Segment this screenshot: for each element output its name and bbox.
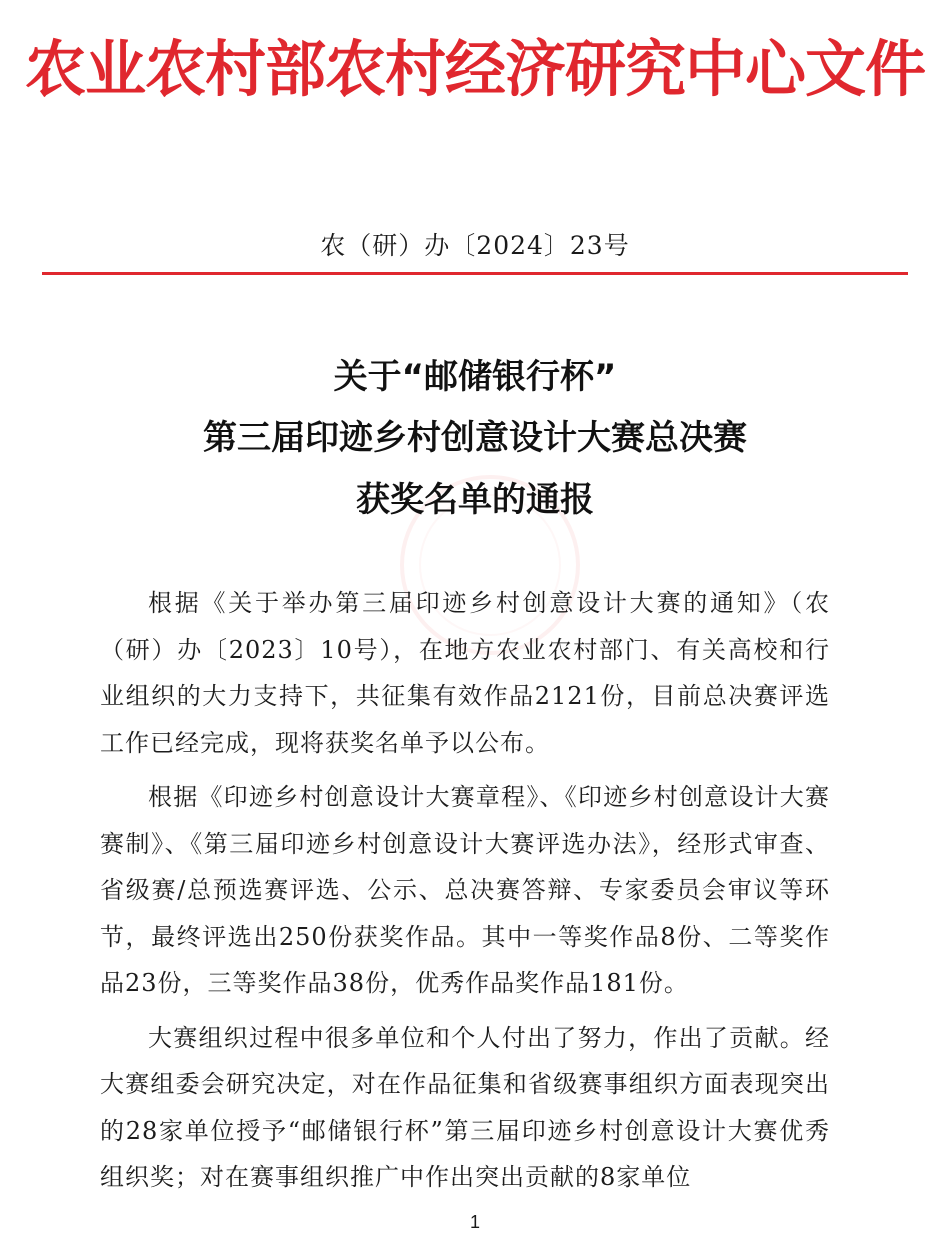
notice-title-line-1: 关于“邮储银行杯” (333, 357, 617, 397)
document-body (100, 580, 830, 1201)
body-paragraph-2: 根据《印迹乡村创意设计大赛章程》、《印迹乡村创意设计大赛赛制》、《第三届印迹乡村创意设计大赛评选办法》，经形式审查、省级赛/总预选赛评选、公示、总决赛答辩、专家委员会审议等环节，最终评选出250份获奖作品。其中一等奖作品8份、二等奖作品23份，三等奖作品38份，优秀作品奖作品181份。 (100, 783, 830, 997)
red-separator-line (42, 272, 908, 275)
body-paragraph-3: 大赛组织过程中很多单位和个人付出了努力，作出了贡献。经大赛组委会研究决定，对在作品征集和省级赛事组织方面表现突出的28家单位授予“邮储银行杯”第三届印迹乡村创意设计大赛优秀组织奖；对在赛事组织推广中作出突出贡献的8家单位 (100, 1023, 830, 1191)
page-number: 1 (469, 1212, 480, 1232)
body-paragraph-1: 根据《关于举办第三届印迹乡村创意设计大赛的通知》（农（研）办〔2023〕10号），在地方农业农村部门、有关高校和行业组织的大力支持下，共征集有效作品2121份，目前总决赛评选工作已经完成，现将获奖名单予以公布。 (100, 589, 830, 757)
document-number: 农（研）办〔2024〕23号 (320, 231, 630, 260)
header-org-title: 农业农村部农村经济研究中心文件 (24, 34, 925, 105)
notice-title-line-2: 第三届印迹乡村创意设计大赛总决赛 (203, 418, 747, 458)
notice-title-line-3: 获奖名单的通报 (356, 480, 594, 520)
